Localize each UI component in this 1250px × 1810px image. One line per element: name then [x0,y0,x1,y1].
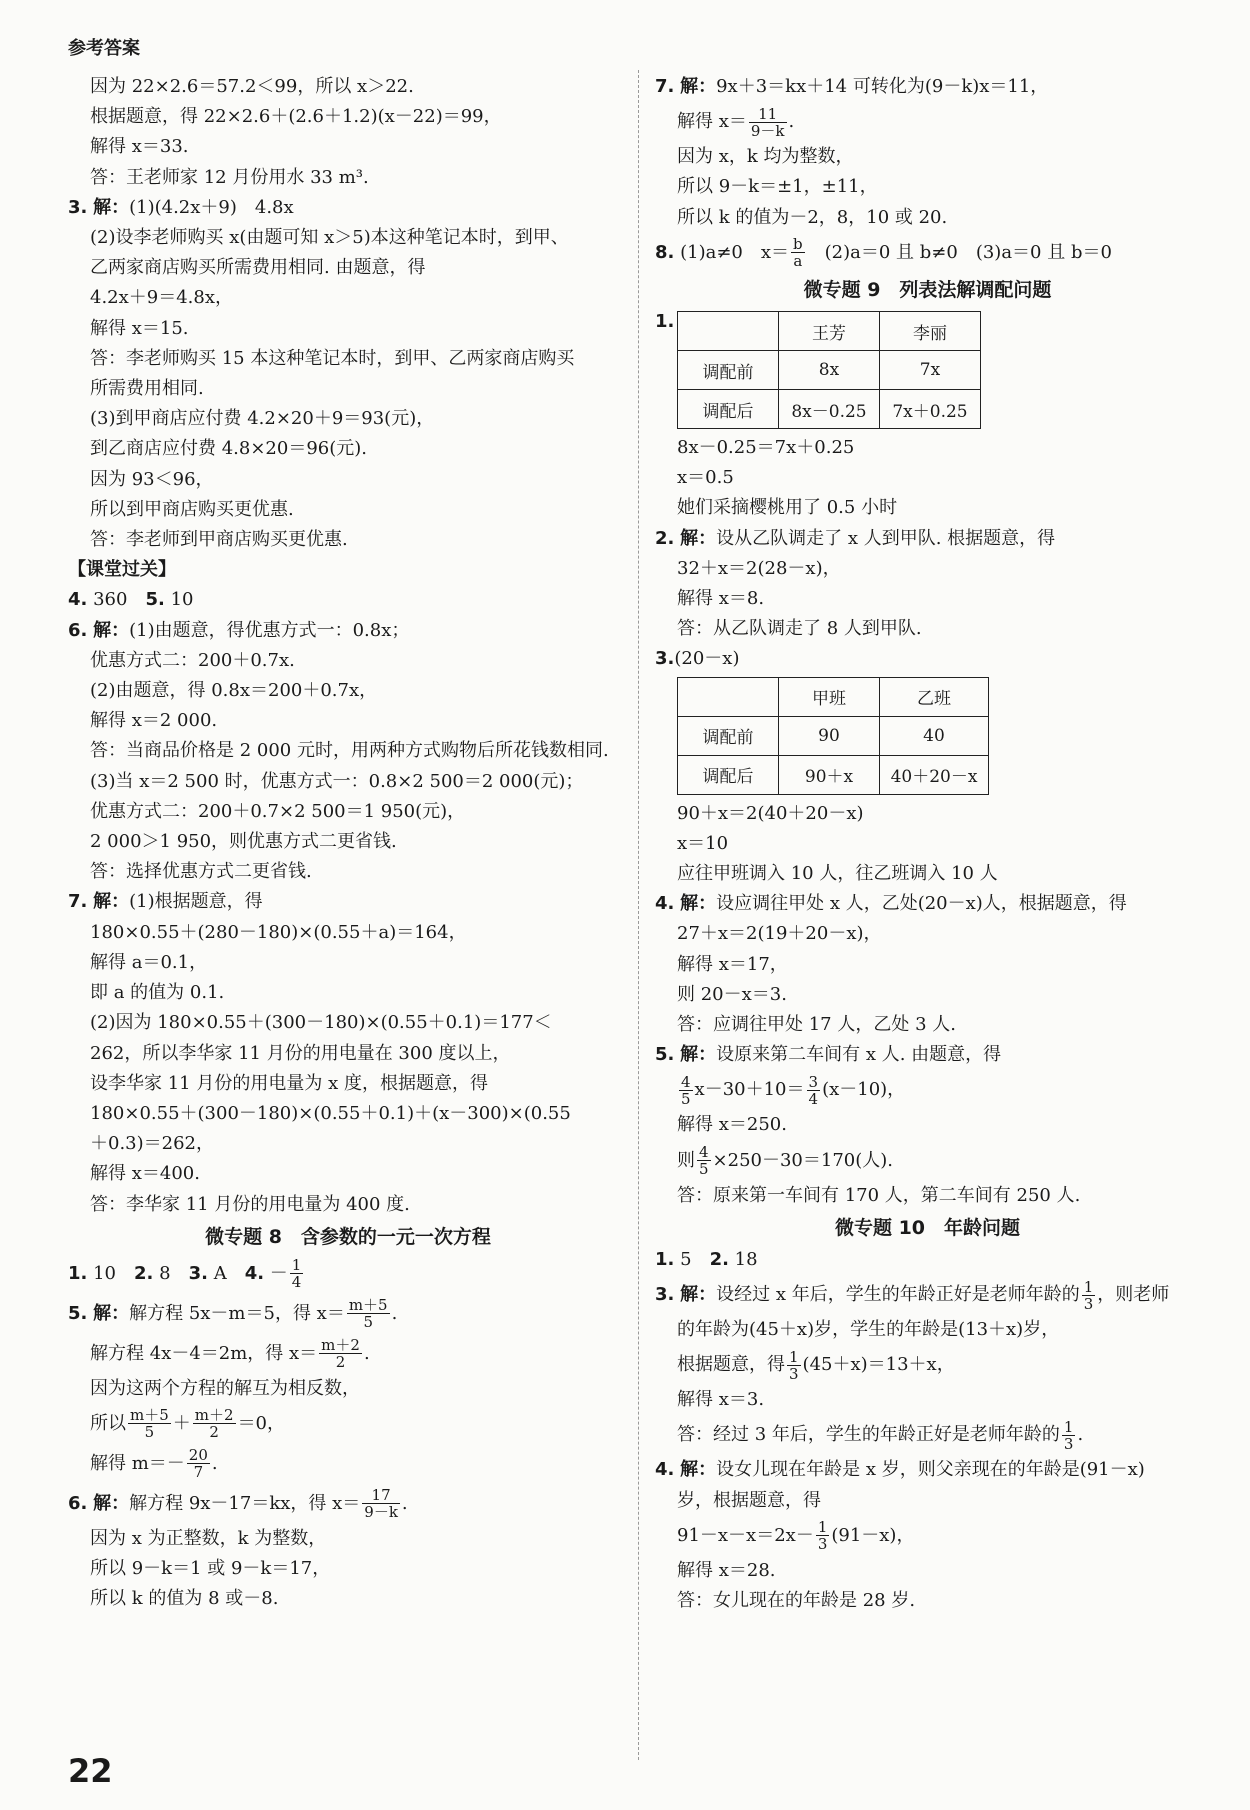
solution-label: 解： [93,1492,130,1514]
solution-label: 解： [93,891,130,913]
answers-1-2 [655,1245,1200,1275]
text-line: 262，所以李华家 11 月份的用电量在 300 度以上， [90,1042,511,1064]
page-number: 22 [68,1752,113,1790]
table-cell: 40＋20－x [880,755,989,794]
table-row [678,755,989,794]
text-line: 2 000＞1 950，则优惠方式二更省钱. [90,831,397,853]
text-line: 解得 x＝8. [677,588,765,610]
text-line: 则 [677,1149,695,1171]
text-line: 因为 22×2.6＝57.2＜99，所以 x＞22. [90,76,414,97]
text-line: 设从乙队调走了 x 人到甲队. 根据题意，得 [716,527,1056,549]
text-line: 答：原来第一车间有 170 人，第二车间有 250 人. [677,1184,1081,1206]
answer-3 [655,1275,1200,1315]
text-line: 答：经过 3 年后，学生的年龄正好是老师年龄的 [677,1424,1060,1446]
question-number: 4. [68,589,88,611]
denominator: a [793,252,803,271]
question-number: 5. [68,1302,88,1324]
answer-3 [68,193,628,223]
answer-value: 10 [170,589,194,611]
question-number: 6. [68,619,88,641]
text-line: x－30＋10＝ [694,1079,805,1101]
question-number: 8. [655,241,675,263]
text-line: (x－10)， [822,1079,906,1101]
answer-6 [68,616,628,646]
text-line: 因为 x 为正整数，k 为整数， [90,1527,327,1549]
text-line: 所以 [90,1412,126,1434]
text-line: 4.2x＋9＝4.8x， [90,287,234,309]
table-header: 甲班 [779,677,880,716]
question-number: 2. [709,1248,729,1270]
text-line: 答：经过 3 年后，学生的年龄正好是老师年龄的 $\frac{1}{3}$ . [677,1417,1084,1453]
fraction [807,1074,821,1107]
solution-label: 解： [680,527,717,549]
table-cell: 40 [880,716,989,755]
text-line: 的年龄为(45＋x)岁，学生的年龄是(13＋x)岁， [677,1319,1060,1341]
question-number: 4. [244,1262,265,1284]
solution-label: 解： [680,1459,717,1481]
question-number: 3. [188,1262,208,1284]
answers-4-5 [68,585,628,615]
text-line: 到乙商店应付费 4.8×20＝96(元). [90,438,368,460]
table-cell: 90 [779,716,880,755]
denominator: 5 [144,1423,155,1442]
question-number: 5. [145,589,165,611]
text-line: 乙两家商店购买所需费用相同. 由题意，得 [90,257,426,279]
text-line: 答：应调往甲处 17 人，乙处 3 人. [677,1014,956,1036]
text-line: 解得 m＝－ [90,1452,185,1474]
text-line: 91－x－x＝2x－ [677,1524,814,1546]
text-line: ＋0.3)＝262， [90,1133,215,1155]
text-line: 则 20－x＝3. [677,983,787,1005]
text-line: 她们采摘樱桃用了 0.5 小时 [677,497,898,519]
solution-label: 解： [93,1302,130,1324]
solution-label: 解： [680,76,717,97]
question-number: 4. [655,1459,675,1481]
text-line: 答：选择优惠方式二更省钱. [90,861,312,883]
table-cell: 8x－0.25 [779,390,880,429]
text-line: . [211,1452,218,1474]
answer-value: － [269,1262,288,1284]
answer-3 [655,644,1200,674]
denominator: 9－k [364,1503,398,1522]
denominator: 2 [209,1423,219,1442]
text-line: 答：从乙队调走了 8 人到甲队. [677,618,922,640]
text-line: 岁，根据题意，得 [677,1489,821,1511]
text-line [655,1345,1200,1385]
fraction [319,1337,362,1370]
table-cell [678,312,779,351]
table-cell: 调配前 [678,716,779,755]
question-number: 2. [655,527,675,549]
answer-8 [655,233,1200,273]
numerator: 4 [699,1143,709,1162]
text-line: (2)设李老师购买 x(由题可知 x＞5)本这种笔记本时，到甲、 [90,227,569,249]
text-line [68,1444,628,1484]
table-cell: 8x [779,351,880,390]
text-line: 解得 x＝17， [677,953,788,975]
text-line: 根据题意，得 [677,1354,785,1376]
table-row [678,351,981,390]
answer-7 [655,72,1200,102]
table-row [678,390,981,429]
answer-2 [655,524,1200,554]
text-line: (2)a＝0 且 b≠0 (3)a＝0 且 b＝0 [806,241,1112,263]
text-line: (2)由题意，得 0.8x＝200＋0.7x， [90,680,378,702]
denominator: 3 [1083,1294,1094,1313]
fraction [1062,1419,1076,1452]
denominator: 2 [335,1353,346,1372]
question-number: 7. [68,891,88,913]
question-number: 5. [655,1044,675,1066]
numerator: 4 [681,1072,691,1091]
answer-value: 360 [93,589,128,611]
fraction [347,1297,390,1330]
denominator: 9－k [750,121,785,140]
fraction [290,1257,304,1290]
fraction [816,1519,830,1552]
text-line: (1)由题意，得优惠方式一：0.8x； [129,619,410,641]
answer-4 [655,889,1200,919]
text-line: 解得 x＝ $\frac{11}{9-k}$ . [677,104,795,140]
solution-label: 解： [680,1284,717,1306]
text-line: 设女儿现在年龄是 x 岁，则父亲现在的年龄是(91－x) [716,1459,1145,1481]
text-line: 180×0.55＋(280－180)×(0.55＋a)＝164， [90,921,467,943]
text-line: 因为这两个方程的解互为相反数， [90,1377,360,1399]
text-line: 解得 x＝15. [90,317,189,339]
text-line: (2)因为 180×0.55＋(300－180)×(0.55＋0.1)＝177＜ [90,1012,552,1034]
answer-7 [68,887,628,917]
numerator: 20 [188,1446,208,1465]
text-line: ＝0， [237,1412,286,1434]
text-line: (3)到甲商店应付费 4.2×20＋9＝93(元)， [90,408,435,430]
fraction [128,1407,171,1440]
text-line: 所需费用相同. [90,378,204,400]
numerator: b [793,235,803,254]
text-line: (3)当 x＝2 500 时，优惠方式一：0.8×2 500＝2 000(元)； [90,770,584,792]
table-cell: 90＋x [779,755,880,794]
operator: ＋ [172,1412,191,1434]
table-cell: 调配后 [678,755,779,794]
numerator: m＋2 [194,1406,234,1425]
text-line: 8x－0.25＝7x＋0.25 [677,437,855,459]
table-row [678,716,989,755]
numerator: 11 [749,106,787,123]
text-line: 32＋x＝2(28－x)， [677,557,841,579]
table-cell: 7x [880,351,981,390]
fraction [362,1487,400,1520]
answer-value: 5 [680,1248,692,1270]
fraction [1082,1279,1096,1312]
table-cell: 调配前 [678,351,779,390]
section-title-9: 微专题 9 列表法解调配问题 [803,278,1052,301]
denominator: 7 [193,1463,204,1482]
denominator: 5 [363,1313,373,1332]
numerator: 1 [817,1518,828,1537]
denominator: 3 [789,1364,799,1383]
text-line: 设原来第二车间有 x 人. 由题意，得 [716,1044,1002,1066]
answer-5 [655,1040,1200,1070]
numerator: 3 [808,1072,819,1091]
text-line: 解方程 9x－17＝kx，得 x＝ [129,1492,361,1514]
text-line: 优惠方式二：200＋0.7×2 500＝1 950(元)， [90,800,466,822]
text-line: 解得 x＝250. [677,1114,787,1136]
text-line: 所以 9－k＝±1，±11， [677,176,878,198]
column-divider [638,70,639,1760]
numerator: 1 [1063,1417,1074,1436]
text-line: (20－x) [674,648,740,670]
fraction [791,236,805,269]
text-line: 解得 x＝2 000. [90,710,218,732]
denominator: 4 [291,1273,302,1292]
allocation-table-2 [677,677,989,795]
text-line: 解方程 4x－4＝2m，得 x＝ [90,1342,318,1364]
section-title-8: 微专题 8 含参数的一元一次方程 [205,1225,491,1248]
text-line: 解得 a＝0.1， [90,951,208,973]
text-line: 因为 x，k 均为整数， [677,146,854,168]
text-line: 根据题意，得 22×2.6＋(2.6＋1.2)(x－22)＝99， [90,106,502,128]
table-cell: 7x＋0.25 [880,390,981,429]
text-line: 设李华家 11 月份的用电量为 x 度，根据题意，得 [90,1072,488,1094]
text-line: 解得 x＝3. [677,1389,765,1411]
fraction [697,1144,711,1177]
question-number: 7. [655,76,675,97]
text-line: (91－x)， [831,1524,915,1546]
table-header: 李丽 [880,312,981,351]
text-line: (1)(4.2x＋9) 4.8x [129,196,294,218]
text-line: 答：当商品价格是 2 000 元时，用两种方式购物后所花钱数相同. [90,740,609,762]
text-line: 所以 k 的值为 8 或－8. [90,1588,279,1610]
solution-label: 解： [93,619,130,641]
answer-value: 18 [734,1248,758,1270]
fraction [787,1349,801,1382]
text-line: ×250－30＝170(人). [712,1149,894,1171]
numerator: 1 [291,1256,302,1275]
text-line: 27＋x＝2(19＋20－x)， [677,923,882,945]
text-line: ，则老师 [1097,1284,1170,1306]
text-line: 180×0.55＋(300－180)×(0.55＋0.1)＋(x－300)×(0.55 [90,1102,571,1124]
solution-label: 解： [680,893,717,915]
table-header: 乙班 [880,677,989,716]
table-row [678,312,981,351]
answer-value: 10 [93,1262,117,1284]
answers-1-4 [68,1254,628,1294]
text-line: 答：李华家 11 月份的用电量为 400 度. [90,1193,410,1215]
text-line: 答：李老师到甲商店购买更优惠. [90,529,348,551]
text-line: 解方程 5x－m＝5，得 x＝ [129,1302,345,1324]
text-line: 所以 9－k＝1 或 9－k＝17， [90,1558,331,1580]
text-line: 9x＋3＝kx＋14 可转化为(9－k)x＝11， [716,76,1049,97]
solution-label: 解： [680,1044,717,1066]
answer-value: 8 [159,1262,171,1284]
text-line: 答：王老师家 12 月份用水 33 m³. [90,166,369,188]
numerator: m＋5 [348,1296,388,1315]
text-line: (1)a≠0 x＝ [680,241,790,263]
section-tag: 【课堂过关】 [68,559,176,581]
denominator: 5 [699,1160,709,1179]
numerator: 1 [1083,1277,1094,1296]
text-line: 解方程 4x－4＝2m，得 x＝ $\frac{m+2}{2}$ . [90,1336,370,1372]
text-line: 答：女儿现在的年龄是 28 岁. [677,1590,916,1612]
fraction [749,106,787,139]
text-line: 设经过 x 年后，学生的年龄正好是老师年龄的 [716,1284,1080,1306]
text-line: 所以到甲商店购买更优惠. [90,498,294,520]
text-line: 设应调往甲处 x 人，乙处(20－x)人，根据题意，得 [716,893,1127,915]
answer-5: 5. 解：解方程 5x－m＝5，得 x＝ $\frac{m+5}{5}$ . [68,1296,398,1332]
question-number: 1. [655,1248,675,1270]
text-line: 答：李老师购买 15 本这种笔记本时，到甲、乙两家商店购买 [90,347,575,369]
right-column [655,72,1200,1616]
text-line: 解得 x＝400. [90,1163,200,1185]
numerator: 17 [362,1487,400,1504]
solution-label: 解： [93,196,130,218]
text-line: 因为 93＜96， [90,468,214,490]
fraction [193,1407,236,1440]
question-number: 4. [655,893,675,915]
text-line: (1)根据题意，得 [129,891,263,913]
text-line: x＝0.5 [677,467,734,489]
denominator: 3 [1063,1434,1074,1453]
answer-6: 6. 解：解方程 9x－17＝kx，得 x＝ $\frac{17}{9-k}$ . [68,1486,408,1522]
question-number: 3. [68,196,88,218]
text-line [655,1141,1200,1181]
answer-4 [655,1455,1200,1485]
question-number: 6. [68,1492,88,1514]
question-number: 3. [655,648,675,670]
numerator: m＋5 [130,1406,169,1425]
text-line: 解得 x＝ [677,111,747,133]
text-line: 即 a 的值为 0.1. [90,982,225,1004]
text-line: 所以 k 的值为－2，8，10 或 20. [677,206,948,228]
text-line: 解得 x＝33. [90,136,189,158]
table-cell: 调配后 [678,390,779,429]
left-column [68,72,628,1615]
numerator: m＋2 [321,1336,360,1355]
text-line: 解得 x＝28. [677,1559,776,1581]
table-cell [678,677,779,716]
text-line: 应往甲班调入 10 人，往乙班调入 10 人 [677,863,998,885]
denominator: 3 [817,1535,828,1554]
text-line [655,1516,1200,1556]
text-line: 90＋x＝2(40＋20－x) [677,802,864,824]
text-line: (45＋x)＝13＋x， [802,1354,955,1376]
denominator: 4 [808,1089,819,1108]
denominator: 5 [681,1089,691,1108]
fraction [679,1074,693,1107]
text-line [655,1070,1200,1110]
table-header: 王芳 [779,312,880,351]
question-number: 1. [655,310,675,332]
answer-value: A [213,1262,227,1284]
text-line: 优惠方式二：200＋0.7x. [90,649,295,671]
text-line [68,1404,628,1444]
section-title-10: 微专题 10 年龄问题 [834,1216,1021,1239]
question-number: 2. [134,1262,154,1284]
text-line: x＝10 [677,832,729,854]
numerator: 1 [789,1347,799,1366]
page-header: 参考答案 [68,38,140,59]
question-number: 3. [655,1284,675,1306]
fraction [187,1447,210,1480]
question-number: 1. [68,1262,88,1284]
allocation-table-1 [677,311,981,429]
table-row [678,677,989,716]
